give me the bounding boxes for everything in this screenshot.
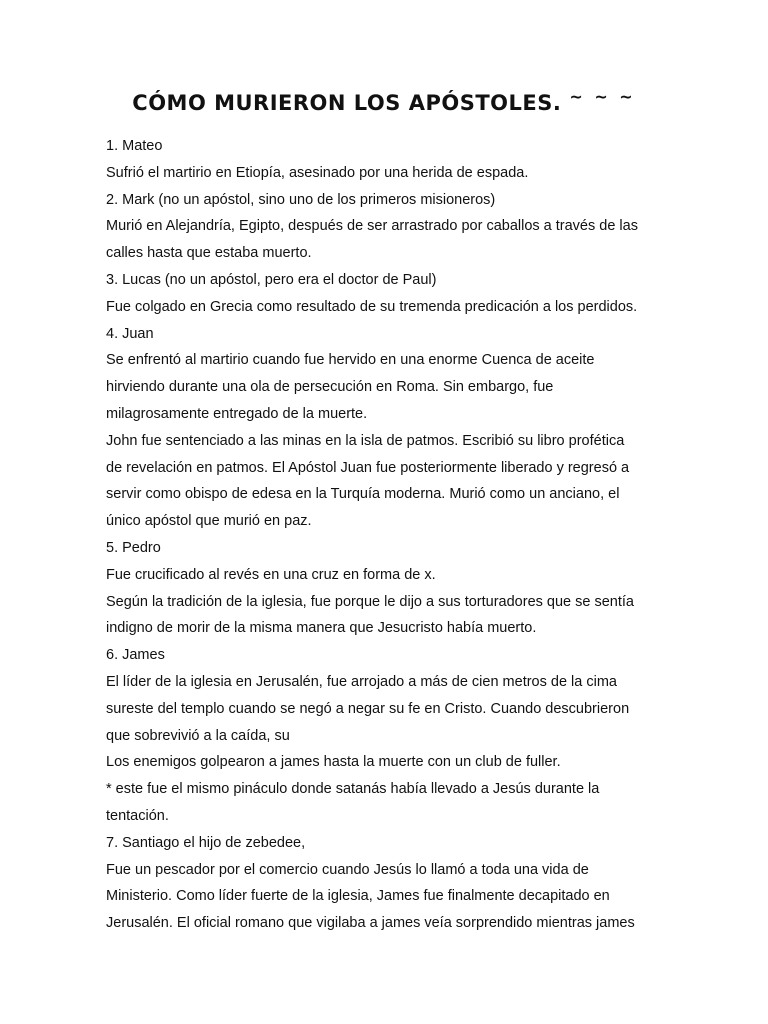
text-line: indigno de morir de la misma manera que Jesucristo había muerto. — [106, 620, 537, 637]
text-line: Fue colgado en Grecia como resultado de su tremenda predicación a los perdidos. — [106, 298, 638, 315]
text-line: El líder de la iglesia en Jerusalén, fue arrojado a más de cien metros de la cima — [106, 673, 617, 690]
text-line: John fue sentenciado a las minas en la isla de patmos. Escribió su libro profética — [106, 432, 625, 449]
document-body — [106, 133, 681, 937]
text-line: 2. Mark (no un apóstol, sino uno de los primeros misioneros) — [106, 191, 496, 208]
text-line: único apóstol que murió en paz. — [106, 513, 312, 530]
text-line: Ministerio. Como líder fuerte de la iglesia, James fue finalmente decapitado en — [106, 888, 610, 905]
text-line: * este fue el mismo pináculo donde satanás había llevado a Jesús durante la — [106, 781, 600, 798]
text-line: Se enfrentó al martirio cuando fue hervido en una enorme Cuenca de aceite — [106, 352, 595, 369]
text-line: 3. Lucas (no un apóstol, pero era el doctor de Paul) — [106, 271, 437, 288]
text-line: Fue crucificado al revés en una cruz en forma de x. — [106, 566, 436, 583]
text-line: que sobrevivió a la caída, su — [106, 727, 290, 744]
text-line: Murió en Alejandría, Egipto, después de ser arrastrado por caballos a través de las — [106, 218, 638, 235]
text-line: 5. Pedro — [106, 539, 161, 556]
text-line: de revelación en patmos. El Apóstol Juan fue posteriormente liberado y regresó a — [106, 459, 630, 476]
text-line: Fue un pescador por el comercio cuando Jesús lo llamó a toda una vida de — [106, 861, 589, 878]
text-line: milagrosamente entregado de la muerte. — [106, 405, 368, 422]
title-ornament: ~ ~ ~ — [569, 87, 636, 106]
text-line: calles hasta que estaba muerto. — [106, 245, 312, 262]
page-title — [0, 87, 768, 115]
text-line: 6. James — [106, 647, 165, 664]
text-line: Según la tradición de la iglesia, fue porque le dijo a sus torturadores que se sentía — [106, 593, 634, 610]
text-line: 7. Santiago el hijo de zebedee, — [106, 834, 306, 851]
text-line: Los enemigos golpearon a james hasta la muerte con un club de fuller. — [106, 754, 561, 771]
text-line: Jerusalén. El oficial romano que vigilaba a james veía sorprendido mientras james — [106, 915, 635, 932]
text-line: sureste del templo cuando se negó a negar su fe en Cristo. Cuando descubrieron — [106, 700, 630, 717]
text-line: tentación. — [106, 807, 169, 824]
text-line: servir como obispo de edesa en la Turquía moderna. Murió como un anciano, el — [106, 486, 620, 503]
text-line: hirviendo durante una ola de persecución en Roma. Sin embargo, fue — [106, 379, 554, 396]
text-line: 4. Juan — [106, 325, 154, 342]
title-text: CÓMO MURIERON LOS APÓSTOLES. — [132, 91, 562, 115]
text-line: Sufrió el martirio en Etiopía, asesinado por una herida de espada. — [106, 164, 529, 181]
text-line: 1. Mateo — [106, 138, 163, 154]
